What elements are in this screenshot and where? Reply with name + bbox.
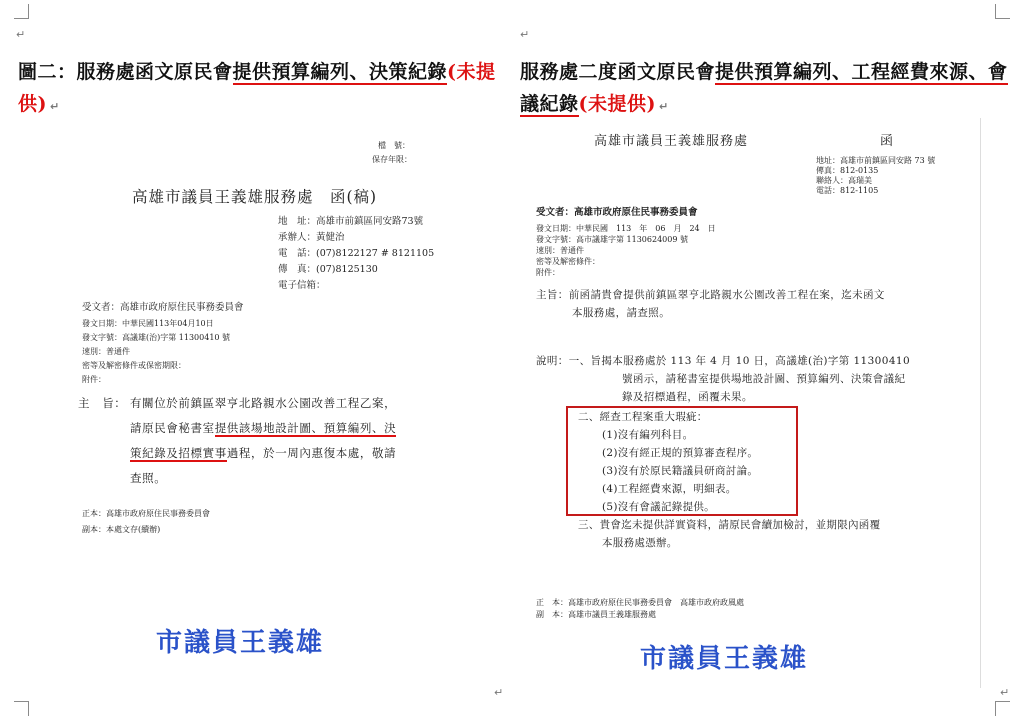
expl-line-1: 說明：一、旨揭本服務處於 113 年 4 月 10 日，高議雄(治)字第 11300410 xyxy=(536,355,911,367)
paragraph-mark-icon: ↵ xyxy=(16,28,26,41)
sender-phone: 電話：812-1105 xyxy=(816,186,879,195)
main-recipient: 正本：高雄市政府原住民事務委員會 xyxy=(82,509,210,518)
main-recipient: 正 本：高雄市政府原住民事務委員會 高雄市政府政風處 xyxy=(536,598,744,607)
defect-list xyxy=(578,426,758,516)
sender-address: 地址：高雄市前鎮區同安路 73 號 xyxy=(816,156,936,165)
caption-left-prefix: 圖二：服務處函文原民會 xyxy=(18,61,233,83)
doc-number: 發文字號：高市議雄字第 1130624009 號 xyxy=(536,235,688,244)
caption-right-prefix: 服務處二度函文原民會 xyxy=(520,61,716,83)
subject-line-2 xyxy=(130,416,490,441)
sender-fax: 傳真：812-0135 xyxy=(816,166,879,175)
expl3-line-1: 三、貴會迄未提供詳實資料，請原民會續加檢討，並期限內函覆 xyxy=(578,519,881,531)
expl-line-3: 錄及招標過程，函覆未果。 xyxy=(622,391,753,403)
attachment: 附件： xyxy=(82,375,106,384)
sender-address: 地 址：高雄市前鎮區同安路73號 xyxy=(278,216,424,227)
subject-line-2: 本服務處，請查照。 xyxy=(572,307,671,319)
delivery-speed: 速別：普通件 xyxy=(536,246,584,255)
defect-item: (4)工程經費來源，明細表。 xyxy=(602,483,737,495)
issue-date: 發文日期：中華民國 113 年 06 月 24 日 xyxy=(536,224,716,233)
caption-right-status: (未提供) xyxy=(578,93,656,115)
subject-label: 主 旨： xyxy=(78,396,127,410)
subject-body xyxy=(130,391,490,491)
subject-line-1: 主旨：前函請貴會提供前鎮區翠亨北路親水公園改善工程在案，迄未函文 xyxy=(536,289,885,301)
signature-seal xyxy=(156,621,324,659)
seal-text: 市議員王義雄 xyxy=(640,644,809,674)
signature-seal xyxy=(640,638,808,675)
defect-item: (1)沒有編列科目。 xyxy=(602,429,694,441)
subject xyxy=(536,286,885,322)
caption-right xyxy=(520,56,1015,123)
explanation-3 xyxy=(578,516,880,552)
secrecy-level: 密等及解密條件： xyxy=(536,257,600,266)
subject-line-1: 有關位於前鎮區翠亨北路親水公園改善工程乙案， xyxy=(130,396,397,410)
explanation-2 xyxy=(578,408,758,516)
caption-left xyxy=(18,56,503,123)
secrecy-level: 密等及解密條件或保密期限： xyxy=(82,361,186,370)
expl3-line-2: 本服務處憑辦。 xyxy=(602,537,678,549)
sender-phone: 電 話：(07)8122127 # 8121105 xyxy=(278,248,435,259)
letter-title: 高雄市議員王義雄服務處 xyxy=(594,134,749,149)
sender-contact: 聯絡人：高瑞美 xyxy=(816,176,872,185)
sender-fax: 傳 真：(07)8125130 xyxy=(278,264,378,275)
defect-item: (2)沒有經正規的預算審查程序。 xyxy=(602,447,759,459)
expl2-title: 二、經查工程案重大瑕疵： xyxy=(578,411,708,423)
defect-item: (3)沒有於原民籍議員研商討論。 xyxy=(602,465,759,477)
paragraph-mark-icon: ↵ xyxy=(494,686,504,699)
letter-title-suffix: 函 xyxy=(880,134,894,149)
explanation-1 xyxy=(536,352,910,406)
subject-line-3a: 策紀錄及招標實事 xyxy=(130,446,227,460)
copy-recipient: 副本：本處文存(續辦) xyxy=(82,525,161,534)
crop-mark-bottom-left xyxy=(14,701,29,716)
issue-date: 發文日期：中華民國113年04月10日 xyxy=(82,319,214,328)
sender-email: 電子信箱： xyxy=(278,280,326,291)
subject-line-3b: 過程，於一周內惠復本處，敬請 xyxy=(226,446,397,460)
letter-title: 高雄市議員王義雄服務處 函(稿) xyxy=(132,188,378,206)
crop-mark-top-right xyxy=(995,4,1010,19)
caption-right-underlined: 提供預算編列、工程經費來源、會議紀錄 xyxy=(520,61,1008,115)
delivery-speed: 速別：普通件 xyxy=(82,347,130,356)
attachment: 附件： xyxy=(536,268,560,277)
caption-left-underlined: 提供預算編列、決策紀錄 xyxy=(232,61,448,83)
paragraph-mark-icon: ↵ xyxy=(659,100,669,113)
seal-text: 市議員王義雄 xyxy=(156,628,325,658)
subject-line-3 xyxy=(130,441,490,466)
file-no-label: 檔 號： xyxy=(378,141,410,150)
subject-line-2b: 提供該場地設計圖、預算編列、決 xyxy=(214,421,397,435)
crop-mark-top-left xyxy=(14,4,29,19)
crop-mark-bottom-right xyxy=(995,701,1010,716)
subject-line-2a: 請原民會秘書室 xyxy=(130,421,215,435)
recipient: 受文者：高雄市政府原住民事務委員會 xyxy=(536,207,698,218)
caption-left-status: (未提供) xyxy=(18,61,496,115)
sender-handler: 承辦人：黃健治 xyxy=(278,232,345,243)
defect-item: (5)沒有會議記錄提供。 xyxy=(602,501,715,513)
expl-line-2: 號函示，請秘書室提供場地設計圖、預算編列、決策會議紀 xyxy=(622,373,906,385)
copy-recipient: 副 本：高雄市議員王義雄服務處 xyxy=(536,610,656,619)
right-letter-scan xyxy=(510,118,981,688)
subject-line-4: 查照。 xyxy=(130,471,167,485)
recipient: 受文者：高雄市政府原住民事務委員會 xyxy=(82,302,244,313)
doc-number: 發文字號：高議雄(治)字第 11300410 號 xyxy=(82,333,231,342)
paragraph-mark-icon: ↵ xyxy=(520,28,530,41)
retention-label: 保存年限： xyxy=(372,155,412,164)
paragraph-mark-icon: ↵ xyxy=(1000,686,1010,699)
paragraph-mark-icon: ↵ xyxy=(50,100,60,113)
left-letter-scan xyxy=(60,135,490,695)
